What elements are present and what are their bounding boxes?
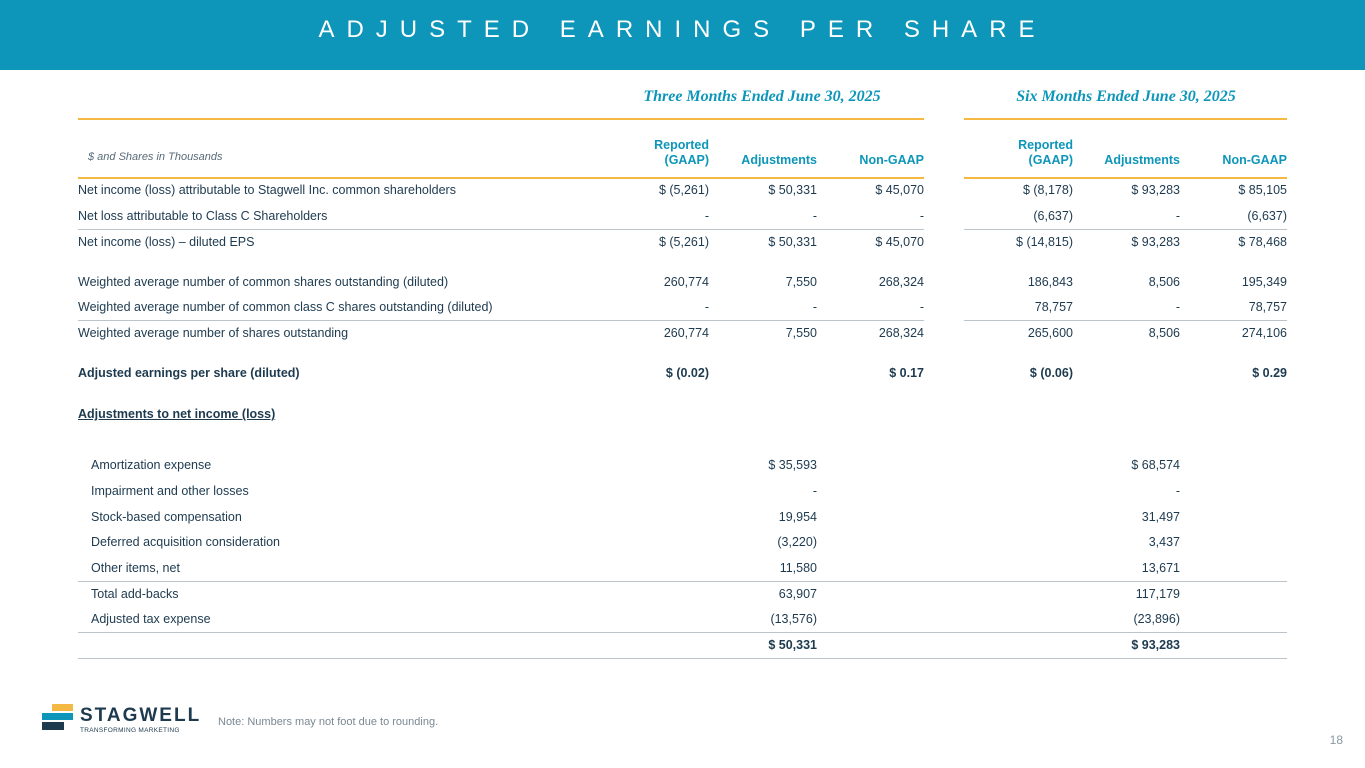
- logo-wordmark: STAGWELL: [80, 705, 202, 726]
- cell: (23,896): [1133, 612, 1180, 626]
- row-label: Weighted average number of common shares outstanding (diluted): [78, 275, 449, 289]
- footnote: Note: Numbers may not foot due to rounding.: [218, 716, 439, 728]
- adjustments-heading: Adjustments to net income (loss): [78, 407, 276, 421]
- cell: $ (5,261): [658, 183, 709, 197]
- table-row: [0, 207, 1365, 227]
- eps-row: [0, 364, 1365, 384]
- cell: 19,954: [778, 510, 817, 524]
- cell: 260,774: [663, 275, 709, 289]
- logo-tagline: TRANSFORMING MARKETING: [80, 727, 180, 734]
- cell: 8,506: [1148, 275, 1180, 289]
- cell: -: [1175, 300, 1180, 314]
- cell: $ (0.02): [665, 366, 709, 380]
- cell: -: [919, 300, 924, 314]
- cell: -: [704, 209, 709, 223]
- adjustment-total-row: [0, 636, 1365, 656]
- row-label: Net income (loss) attributable to Stagwell Inc. common shareholders: [78, 183, 456, 197]
- cell: 265,600: [1027, 326, 1073, 340]
- cell: $ 93,283: [1131, 235, 1180, 249]
- cell: 8,506: [1148, 326, 1180, 340]
- row-label: Net income (loss) – diluted EPS: [78, 235, 255, 249]
- table-row: [0, 273, 1365, 293]
- header-reported-six: [973, 138, 1073, 168]
- cell: 13,671: [1141, 561, 1180, 575]
- row-rule: [78, 658, 1287, 659]
- cell: 7,550: [785, 275, 817, 289]
- page-title: ADJUSTED EARNINGS PER SHARE: [318, 16, 1047, 43]
- header-rule-six: [964, 177, 1287, 179]
- stagwell-logo: [40, 703, 210, 737]
- cell: 11,580: [779, 561, 817, 575]
- row-rule: [964, 229, 1287, 230]
- cell: 78,757: [1034, 300, 1073, 314]
- header-reported-three: [609, 138, 709, 168]
- adjustment-row: [0, 585, 1365, 605]
- units-label: $ and Shares in Thousands: [88, 151, 223, 163]
- cell: (13,576): [770, 612, 817, 626]
- table-row: [0, 324, 1365, 344]
- logo-mark-icon: [40, 703, 76, 735]
- header-adjustments-six: Adjustments: [1104, 153, 1180, 167]
- cell: 260,774: [663, 326, 709, 340]
- row-label: Total add-backs: [91, 587, 179, 601]
- group-three-months: Three Months Ended June 30, 2025: [643, 88, 881, 105]
- cell: (6,637): [1247, 209, 1287, 223]
- cell: $ (8,178): [1022, 183, 1073, 197]
- adjustment-row: [0, 610, 1365, 630]
- cell: 117,179: [1135, 587, 1180, 601]
- cell: $ 93,283: [1131, 638, 1180, 652]
- page-number: 18: [1329, 733, 1343, 747]
- cell: -: [812, 209, 817, 223]
- cell: -: [919, 209, 924, 223]
- row-label: Amortization expense: [91, 458, 212, 472]
- title-bar: [0, 0, 1365, 70]
- header-nongaap-six: Non-GAAP: [1222, 153, 1287, 167]
- cell: 63,907: [778, 587, 817, 601]
- row-label: Impairment and other losses: [91, 484, 249, 498]
- row-label: Net loss attributable to Class C Shareholders: [78, 209, 328, 223]
- table-row: [0, 233, 1365, 253]
- cell: $ 85,105: [1238, 183, 1287, 197]
- table-row: [0, 298, 1365, 318]
- header-reported-line2: (GAAP): [1028, 153, 1073, 167]
- cell: $ 50,331: [768, 235, 817, 249]
- cell: $ 35,593: [768, 458, 817, 472]
- table-row: [0, 181, 1365, 201]
- adjustment-row: [0, 559, 1365, 579]
- cell: $ 78,468: [1238, 235, 1287, 249]
- group-rule-three: [78, 118, 924, 120]
- adjustment-row: [0, 533, 1365, 553]
- cell: 3,437: [1148, 535, 1180, 549]
- cell: (6,637): [1033, 209, 1073, 223]
- cell: -: [1175, 209, 1180, 223]
- cell: 268,324: [878, 326, 924, 340]
- cell: 31,497: [1141, 510, 1180, 524]
- cell: 195,349: [1241, 275, 1287, 289]
- cell: -: [812, 484, 817, 498]
- row-label: Other items, net: [91, 561, 180, 575]
- cell: -: [1175, 484, 1180, 498]
- cell: $ (5,261): [658, 235, 709, 249]
- row-rule: [78, 581, 1287, 582]
- group-six-months: Six Months Ended June 30, 2025: [1016, 88, 1236, 105]
- cell: $ 93,283: [1131, 183, 1180, 197]
- row-rule: [78, 229, 924, 230]
- adjustment-row: [0, 482, 1365, 502]
- cell: $ 50,331: [768, 638, 817, 652]
- row-label: Adjusted earnings per share (diluted): [78, 366, 300, 380]
- cell: 186,843: [1027, 275, 1073, 289]
- row-label: Stock-based compensation: [91, 510, 242, 524]
- row-rule: [78, 320, 924, 321]
- cell: $ 45,070: [875, 235, 924, 249]
- adjustment-row: [0, 456, 1365, 476]
- header-reported-line1: Reported: [654, 138, 709, 152]
- cell: $ 68,574: [1131, 458, 1180, 472]
- cell: $ (14,815): [1016, 235, 1073, 249]
- header-nongaap-three: Non-GAAP: [859, 153, 924, 167]
- header-reported-line2: (GAAP): [664, 153, 709, 167]
- cell: 268,324: [878, 275, 924, 289]
- cell: $ (0.06): [1029, 366, 1073, 380]
- adjustment-row: [0, 508, 1365, 528]
- cell: $ 0.17: [889, 366, 924, 380]
- row-label: Deferred acquisition consideration: [91, 535, 280, 549]
- row-rule: [78, 632, 1287, 633]
- row-label: Adjusted tax expense: [91, 612, 211, 626]
- row-rule: [964, 320, 1287, 321]
- header-reported-line1: Reported: [1018, 138, 1073, 152]
- header-adjustments-three: Adjustments: [741, 153, 817, 167]
- cell: -: [812, 300, 817, 314]
- cell: (3,220): [777, 535, 817, 549]
- cell: $ 50,331: [768, 183, 817, 197]
- row-label: Weighted average number of common class C shares outstanding (diluted): [78, 300, 493, 314]
- row-label: Weighted average number of shares outstanding: [78, 326, 349, 340]
- cell: 274,106: [1241, 326, 1287, 340]
- cell: $ 45,070: [875, 183, 924, 197]
- cell: $ 0.29: [1252, 366, 1287, 380]
- cell: 78,757: [1248, 300, 1287, 314]
- cell: -: [704, 300, 709, 314]
- header-rule-three: [78, 177, 924, 179]
- cell: 7,550: [785, 326, 817, 340]
- group-rule-six: [964, 118, 1287, 120]
